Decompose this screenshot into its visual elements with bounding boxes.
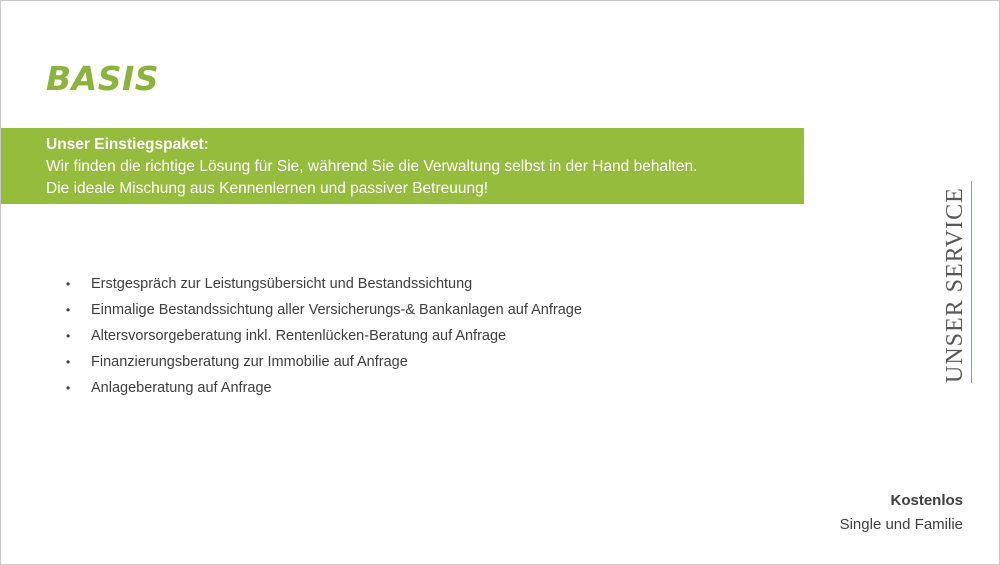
feature-text: Finanzierungsberatung zur Immobilie auf Anfrage	[91, 354, 408, 370]
price-title: Kostenlos	[890, 492, 963, 509]
feature-text: Erstgespräch zur Leistungsübersicht und Bestandssichtung	[91, 276, 473, 292]
side-label	[941, 181, 973, 383]
bullet-icon: •	[66, 355, 71, 369]
feature-item	[66, 375, 582, 401]
feature-item	[66, 349, 582, 375]
side-label-divider	[971, 181, 972, 383]
price-block	[840, 489, 963, 537]
bullet-icon: •	[66, 329, 71, 343]
banner-line: Die ideale Mischung aus Kennenlernen und passiver Betreuung!	[46, 180, 489, 197]
feature-item	[66, 323, 582, 349]
feature-text: Altersvorsorgeberatung inkl. Rentenlücken-Beratung auf Anfrage	[91, 328, 507, 344]
intro-banner	[1, 128, 804, 204]
feature-text: Einmalige Bestandssichtung aller Versicherungs-& Bankanlagen auf Anfrage	[91, 302, 582, 318]
bullet-icon: •	[66, 277, 71, 291]
feature-text: Anlageberatung auf Anfrage	[91, 380, 272, 396]
price-subtitle: Single und Familie	[839, 516, 963, 533]
package-title: BASIS	[46, 59, 160, 98]
feature-item	[66, 271, 582, 297]
banner-heading: Unser Einstiegspaket:	[46, 136, 209, 153]
bullet-icon: •	[66, 381, 71, 395]
banner-line: Wir finden die richtige Lösung für Sie, während Sie die Verwaltung selbst in der Hand behalten.	[46, 158, 698, 175]
feature-list	[66, 271, 582, 401]
side-label-text: UNSER SERVICE	[942, 187, 968, 383]
bullet-icon: •	[66, 303, 71, 317]
feature-item	[66, 297, 582, 323]
